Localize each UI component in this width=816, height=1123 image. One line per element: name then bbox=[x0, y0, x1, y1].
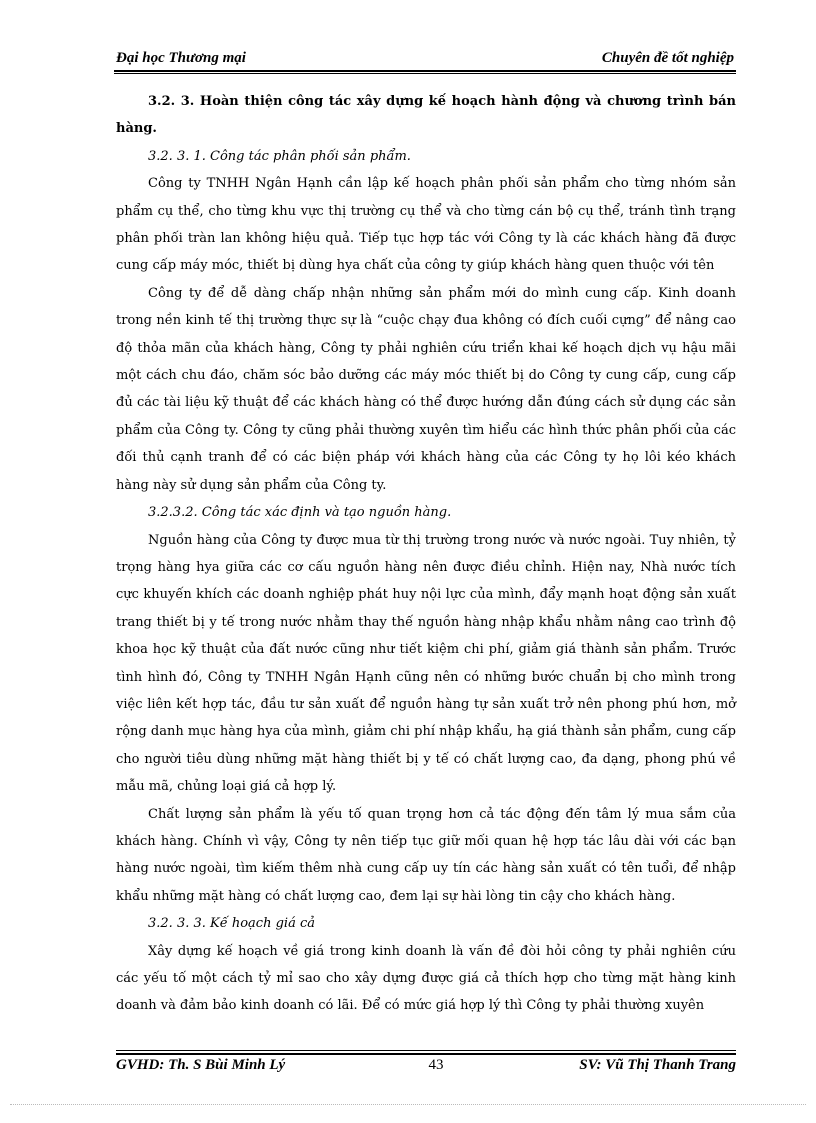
page-header bbox=[114, 47, 736, 71]
paragraph: Công ty để dễ dàng chấp nhận những sản phẩm mới do mình cung cấp. Kinh doanh trong nền kinh tế thị trường thực sự là “cuộc chạy đua không có đích cuối cựng” để nâng cao độ thỏa mãn của khách hàng, Công ty phải nghiên cứu triển khai kế hoạch dịch vụ hậu mãi một cách chu đáo, chăm sóc bảo dưỡng các máy móc thiết bị do Công ty cung cấp, cung cấp đủ các tài liệu kỹ thuật để các khách hàng có thể được hướng dẫn đúng cách sử dụng các sản phẩm của Công ty. Công ty cũng phải thường xuyên tìm hiểu các hình thức phân phối của các đối thủ cạnh tranh để có các biện pháp với khách hàng của các Công ty họ lôi kéo khách hàng này sử dụng sản phẩm của Công ty. bbox=[116, 285, 736, 493]
header-university: Đại học Thương mại bbox=[116, 50, 246, 66]
page-number: 43 bbox=[428, 1057, 444, 1073]
subheading-pricing-plan: 3.2. 3. 3. Kế hoạch giá cả bbox=[148, 916, 315, 932]
header-rule-thin bbox=[114, 73, 736, 74]
header-rule-thick bbox=[114, 70, 736, 72]
footer-rule-thick bbox=[116, 1053, 736, 1055]
paragraph: Chất lượng sản phẩm là yếu tố quan trọng hơn cả tác động đến tâm lý mua sắm của khách hàng. Chính vì vậy, Công ty nên tiếp tục giữ mối quan hệ hợp tác lâu dài với các bạn hàng nước ngoài, tìm kiếm thêm nhà cung cấp uy tín các hàng sản xuất có tên tuổi, để nhập khẩu những mặt hàng có chất lượng cao, đem lại sự hài lòng tin cậy cho khách hàng. bbox=[116, 806, 736, 904]
subheading-goods-sourcing: 3.2.3.2. Công tác xác định và tạo nguồn hàng. bbox=[148, 505, 452, 521]
section-heading-3-2-3: 3.2. 3. Hoàn thiện công tác xây dựng kế hoạch hành động và chương trình bán hàng. bbox=[116, 94, 736, 137]
page-bottom-dotted-edge bbox=[10, 1104, 806, 1105]
paragraph: Nguồn hàng của Công ty được mua từ thị trường trong nước và nước ngoài. Tuy nhiên, tỷ trọng hàng hya giữa các cơ cấu nguồn hàng nên được điều chỉnh. Hiện nay, Nhà nước tích cực khuyến khích các doanh nghiệp phát huy nội lực của mình, đẩy mạnh hoạt động sản xuất trang thiết bị y tế trong nước nhằm thay thế nguồn hàng nhập khẩu nhằm nâng cao trình độ khoa học kỹ thuật của đất nước cũng như tiết kiệm chi phí, giảm giá thành sản phẩm. Trước tình hình đó, Công ty TNHH Ngân Hạnh cũng nên có những bước chuẩn bị cho mình trong việc liên kết hợp tác, đầu tư sản xuất để nguồn hàng tự sản xuất trở nên phong phú hơn, mở rộng danh mục hàng hya của mình, giảm chi phí nhập khẩu, hạ giá thành sản phẩm, cung cấp cho người tiêu dùng những mặt hàng thiết bị y tế có chất lượng cao, đa dạng, phong phú về mẫu mã, chủng loại giá cả hợp lý. bbox=[116, 532, 737, 795]
document-body bbox=[116, 88, 736, 1020]
footer-student: SV: Vũ Thị Thanh Trang bbox=[579, 1057, 736, 1073]
subheading-product-distribution: 3.2. 3. 1. Công tác phân phối sản phẩm. bbox=[148, 148, 411, 164]
header-doc-type: Chuyên đề tốt nghiệp bbox=[601, 50, 734, 66]
footer-supervisor: GVHD: Th. S Bùi Minh Lý bbox=[116, 1057, 286, 1073]
footer-rule-thin bbox=[116, 1050, 736, 1051]
page-footer bbox=[116, 1057, 736, 1079]
paragraph: Xây dựng kế hoạch về giá trong kinh doanh là vấn đề đòi hỏi công ty phải nghiên cứu các yếu tố một cách tỷ mỉ sao cho xây dựng được giá cả thích hợp cho từng mặt hàng kinh doanh và đảm bảo kinh doanh có lãi. Để có mức giá hợp lý thì Công ty phải thường xuyên bbox=[116, 943, 736, 1014]
paragraph: Công ty TNHH Ngân Hạnh cần lập kế hoạch phân phối sản phẩm cho từng nhóm sản phẩm cụ thể, cho từng khu vực thị trường cụ thể và cho từng cán bộ cụ thể, tránh tình trạng phân phối tràn lan không hiệu quả. Tiếp tục hợp tác với Công ty là các khách hàng đã được cung cấp máy móc, thiết bị dùng hya chất của công ty giúp khách hàng quen thuộc với tên bbox=[116, 176, 736, 274]
